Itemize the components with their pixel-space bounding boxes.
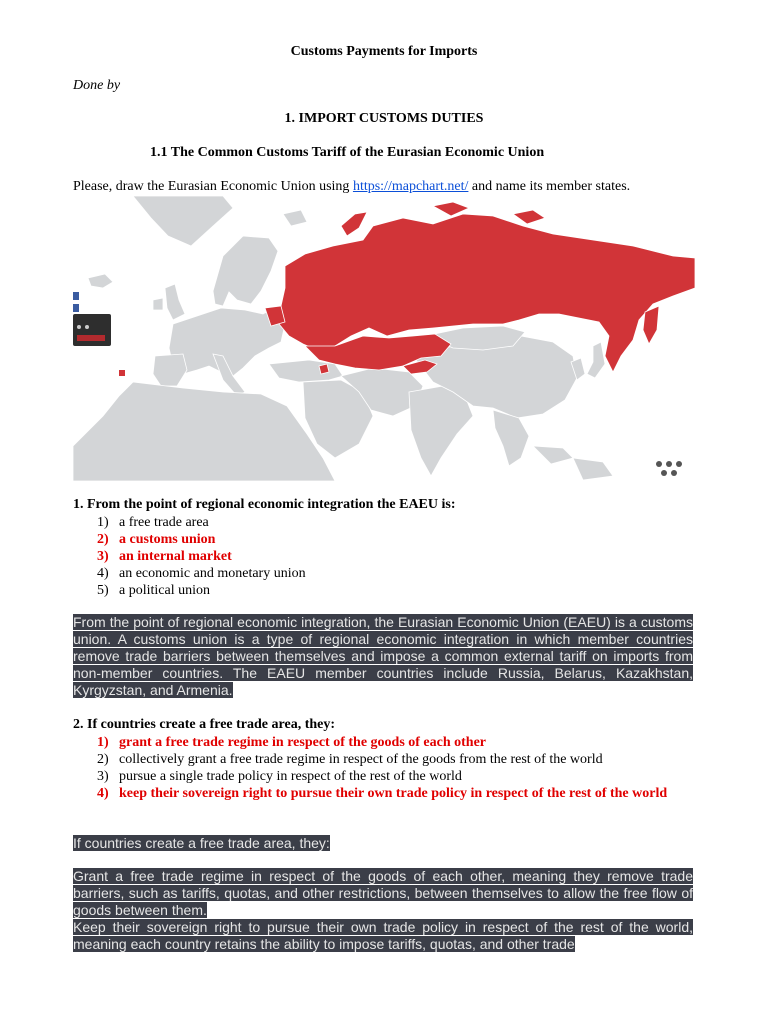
zoom-in-icon [73,292,79,300]
legend-control-icon [85,325,89,329]
q2-option-1: 1) grant a free trade regime in respect of the goods of each other [97,735,487,750]
question-2-options [97,734,697,802]
map-legend-panel [73,314,111,346]
subsection-heading: 1.1 The Common Customs Tariff of the Eurasian Economic Union [150,145,545,160]
legend-exit-button [77,335,105,341]
q2-answer-paragraph-2 [73,919,693,953]
q1-option-1: 1) a free trade area [97,515,209,530]
q1-answer-paragraph [73,614,693,699]
legend-swatch [119,370,125,376]
q1-option-5: 5) a political union [97,583,210,598]
q1-option-4: 4) an economic and monetary union [97,566,306,581]
legend-control-icon [77,325,81,329]
section-heading: 1. IMPORT CUSTOMS DUTIES [284,111,484,126]
question-2-heading: 2. If countries create a free trade area, they: [73,717,336,732]
q2-option-2: 2) collectively grant a free trade regime in respect of the goods from the rest of the world [97,752,603,767]
done-by-label: Done by [73,78,121,93]
q2-option-4: 4) keep their sovereign right to pursue their own trade policy in respect of the rest of the world [97,786,668,801]
q1-answer-text: From the point of regional economic integration, the Eurasian Economic Union (EAEU) is a customs union. A customs union is a type of regional economic integration in which member countries remove trade barriers between themselves and impose a common external tariff on imports from non-member countries. The EAEU member countries include Russia, Belarus, Kazakhstan, Kyrgyzstan, and Armenia. [73,614,693,698]
mapchart-link[interactable]: https://mapchart.net/ [352,179,469,194]
document-title: Customs Payments for Imports [290,44,478,59]
q1-option-3: 3) an internal market [97,549,232,564]
q1-option-2: 2) a customs union [97,532,216,547]
instruction-line [73,178,630,195]
instruction-text: Please, draw the Eurasian Economic Union using [73,179,353,194]
q2-answer-intro-text: If countries create a free trade area, they: [73,835,330,851]
q2-option-3: 3) pursue a single trade policy in respect of the rest of the world [97,769,462,784]
q2-answer-paragraph-1 [73,868,693,919]
q2-answer-text-2: Keep their sovereign right to pursue their own trade policy in respect of the rest of the world, meaning each country retains the ability to impose tariffs, quotas, and other trade [73,919,693,952]
zoom-out-icon [73,304,79,312]
question-1-options [97,514,697,599]
eaeu-map [73,196,695,481]
q2-answer-intro [73,835,693,852]
map-svg [73,196,695,481]
q2-answer-text-1: Grant a free trade regime in respect of the goods of each other, meaning they remove trade barriers, such as tariffs, quotas, and other restrictions, between themselves to allow the free flow of goods between them. [73,868,693,918]
instruction-text-end: and name its member states. [468,179,631,194]
map-controls-icon [656,461,682,476]
question-1-heading: 1. From the point of regional economic integration the EAEU is: [73,497,456,512]
